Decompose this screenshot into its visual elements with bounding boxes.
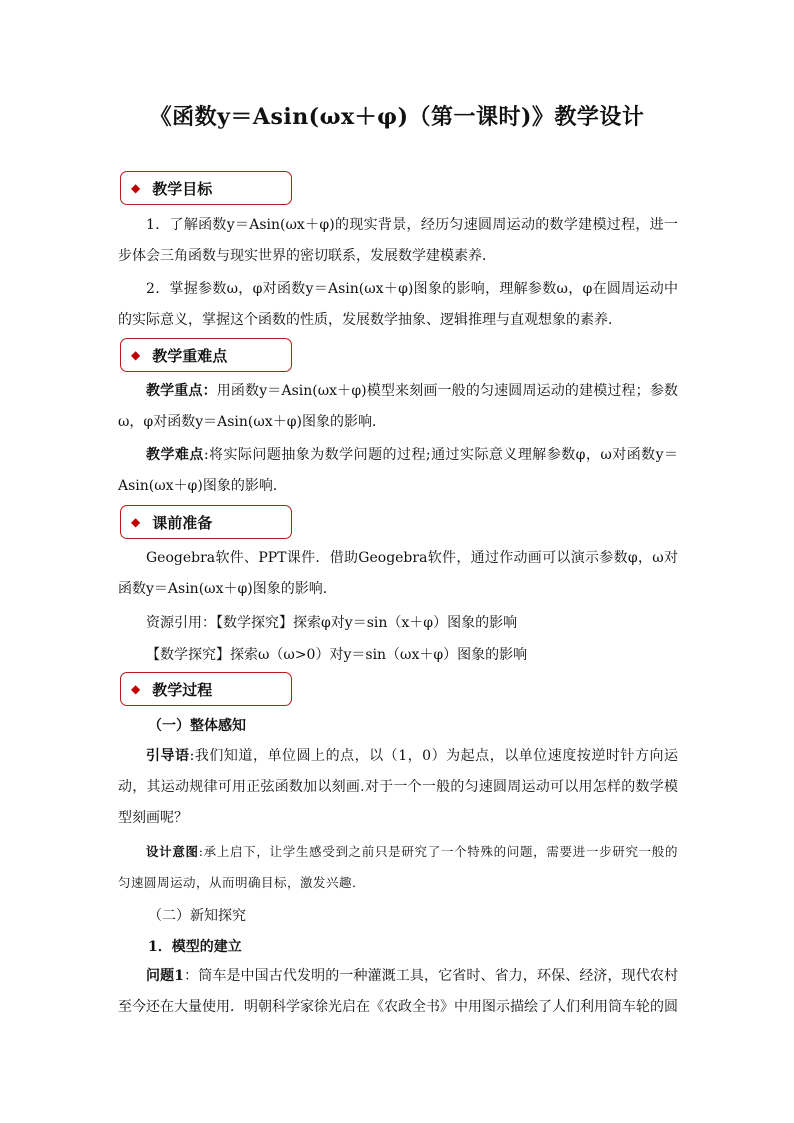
difficulty-text: :将实际问题抽象为数学问题的过程;通过实际意义理解参数φ，ω对函数y＝Asin(ωx＋φ)图象的影响． bbox=[118, 447, 679, 494]
goal-paragraph-2: 2．掌握参数ω，φ对函数y＝Asin(ωx＋φ)图象的影响，理解参数ω，φ在圆周运动中的实际意义，掌握这个函数的性质，发展数学抽象、逻辑推理与直观想象的素养． bbox=[118, 281, 678, 328]
section-title: 教学目标 bbox=[152, 179, 213, 198]
section-header-key-points bbox=[120, 338, 292, 372]
focus-label: 教学重点： bbox=[146, 383, 217, 399]
diamond-icon: ◆ bbox=[131, 348, 141, 362]
preparation-paragraph-1: Geogebra软件、PPT课件．借助Geogebra软件，通过作动画可以演示参数φ，ω对函数y＝Asin(ωx＋φ)图象的影响． bbox=[118, 550, 678, 597]
guide-text: :我们知道，单位圆上的点，以（1，0）为起点，以单位速度按逆时针方向运动，其运动规律可用正弦函数加以刻画.对于一个一般的匀速圆周运动可以用怎样的数学模型刻画呢？ bbox=[118, 748, 679, 826]
subheading-overall: （一）整体感知 bbox=[148, 718, 246, 734]
question-1-label: 问题1 bbox=[146, 968, 184, 984]
section-title: 课前准备 bbox=[152, 513, 213, 532]
resource-reference-2: 【数学探究】探索ω（ω>0）对y＝sin（ωx＋φ）图象的影响 bbox=[146, 647, 528, 663]
section-title: 教学过程 bbox=[152, 680, 213, 699]
difficulty-label: 教学难点 bbox=[146, 447, 204, 463]
design-intent-paragraph bbox=[118, 836, 678, 898]
design-text: :承上启下，让学生感受到之前只是研究了一个特殊的问题，需要进一步研究一般的匀速圆周运动，从而明确目标，激发兴趣． bbox=[118, 844, 678, 890]
section-title: 教学重难点 bbox=[152, 346, 228, 365]
subheading-new-knowledge: （二）新知探究 bbox=[148, 908, 246, 924]
teaching-difficulty-paragraph bbox=[118, 440, 678, 502]
question-1-text: ：筒车是中国古代发明的一种灌溉工具，它省时、省力，环保、经济，现代农村至今还在大量使用．明朝科学家徐光启在《农政全书》中用图示描绘了人们利用筒车轮的圆 bbox=[118, 968, 679, 1015]
guide-paragraph bbox=[118, 741, 678, 834]
subheading-model: 1．模型的建立 bbox=[148, 939, 242, 955]
goal-paragraph-1: 1．了解函数y＝Asin(ωx＋φ)的现实背景，经历匀速圆周运动的数学建模过程，进一步体会三角函数与现实世界的密切联系，发展数学建模素养． bbox=[118, 217, 678, 264]
design-label: 设计意图 bbox=[146, 844, 199, 859]
section-header-process bbox=[120, 672, 292, 706]
question-1-paragraph bbox=[118, 961, 678, 1023]
teaching-focus-paragraph bbox=[118, 376, 678, 438]
section-header-goals bbox=[120, 171, 292, 205]
guide-label: 引导语 bbox=[146, 748, 190, 764]
resource-reference-1: 资源引用：【数学探究】探索φ对y＝sin（x＋φ）图象的影响 bbox=[146, 615, 518, 631]
section-header-preparation bbox=[120, 505, 292, 539]
page-title: 《函数y＝Asin(ωx＋φ)（第一课时)》教学设计 bbox=[149, 104, 645, 130]
diamond-icon: ◆ bbox=[131, 181, 141, 195]
diamond-icon: ◆ bbox=[131, 515, 141, 529]
focus-text: 用函数y＝Asin(ωx＋φ)模型来刻画一般的匀速圆周运动的建模过程；参数ω，φ对函数y＝Asin(ωx＋φ)图象的影响． bbox=[118, 383, 678, 430]
diamond-icon: ◆ bbox=[131, 682, 141, 696]
